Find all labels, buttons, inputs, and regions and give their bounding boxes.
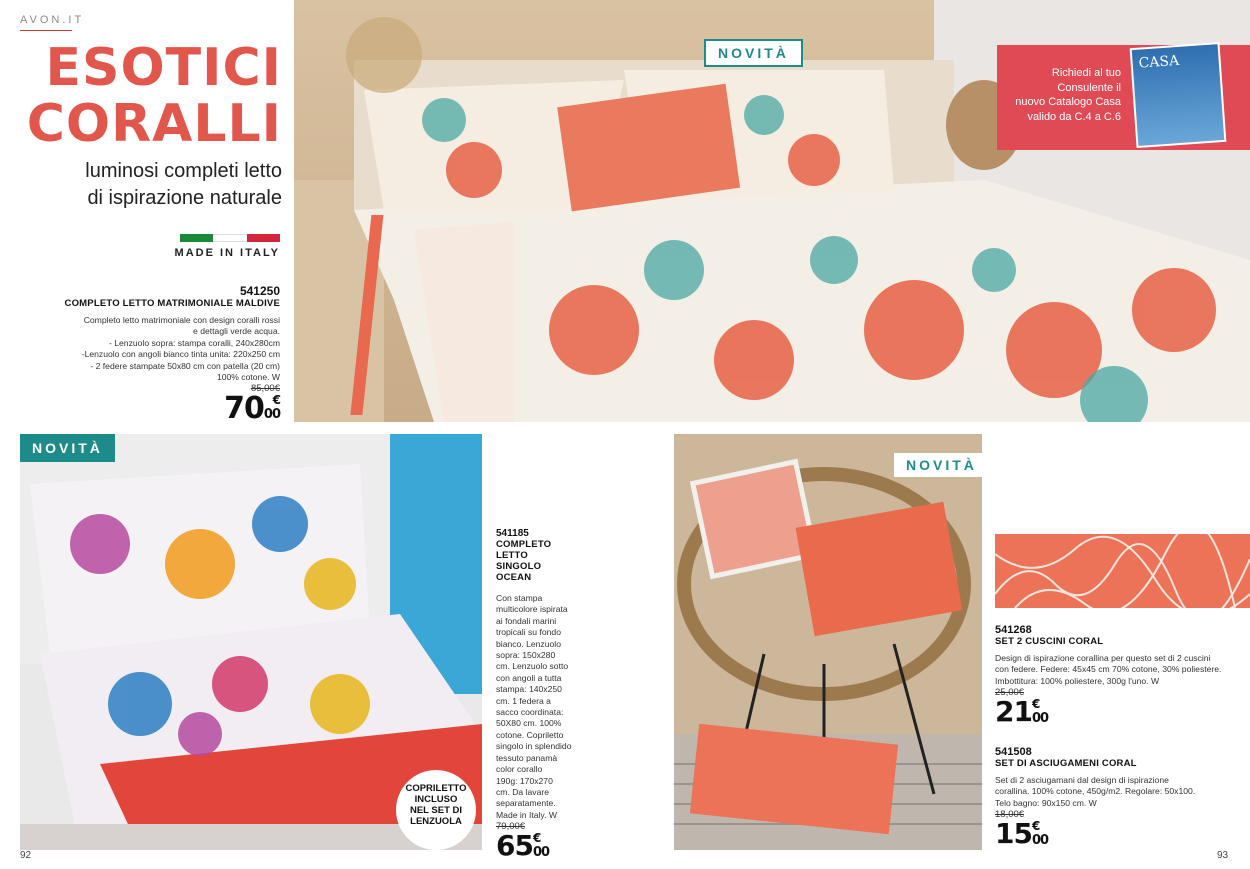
old-price: 85,00€ xyxy=(250,383,280,395)
currency-symbol: € xyxy=(272,393,280,408)
desc-line: sopra: 150x280 xyxy=(496,650,556,661)
desc-line: Con stampa xyxy=(496,593,543,603)
desc-line: Telo bagno: 90x150 cm. W xyxy=(995,797,1097,808)
product-description xyxy=(496,593,596,821)
promo-line: valido da C.4 a C.6 xyxy=(1027,110,1121,123)
title-line-2: CORALLI xyxy=(26,94,282,154)
product-towels xyxy=(995,746,1245,851)
desc-line: cm. Da lavare xyxy=(496,786,550,797)
price-decimal: 00 xyxy=(1031,711,1049,727)
desc-line: bianco. Lenzuolo xyxy=(496,638,561,649)
price-integer: 70 xyxy=(224,391,264,427)
made-in-italy-label: MADE IN ITALY xyxy=(174,247,280,259)
desc-line: Completo letto matrimoniale con design coralli rossi xyxy=(83,315,280,325)
page-title xyxy=(10,40,282,152)
desc-line: con angoli a tutta xyxy=(496,672,562,683)
product-description xyxy=(995,775,1245,809)
chair-cushion-illustration xyxy=(674,434,982,850)
badge-line: LENZUOLA xyxy=(410,816,462,827)
product-name xyxy=(496,539,596,583)
promo-line: Consulente il xyxy=(1057,81,1121,94)
desc-line: - Lenzuolo sopra: stampa coralli, 240x280cm xyxy=(108,337,280,348)
desc-line: color corallo xyxy=(496,764,543,775)
name-line: SINGOLO xyxy=(496,561,542,572)
desc-line: 50X80 cm. 100% xyxy=(496,718,562,729)
name-line: LETTO xyxy=(496,550,528,561)
page-subtitle xyxy=(10,158,282,212)
currency-symbol: € xyxy=(1031,697,1040,712)
old-price: 18,00€ xyxy=(995,809,1025,821)
product-name: SET 2 CUSCINI CORAL xyxy=(995,636,1104,647)
product-description xyxy=(60,315,280,383)
coral-fabric-swatch xyxy=(995,534,1250,608)
price-integer: 21 xyxy=(995,695,1032,729)
price-integer: 65 xyxy=(496,829,533,863)
subtitle-line-2: di ispirazione naturale xyxy=(87,187,282,209)
product-code: 541508 xyxy=(995,746,1032,758)
desc-line: multicolore ispirata xyxy=(496,604,568,615)
catalog-cover xyxy=(1130,42,1227,148)
old-price: 79,00€ xyxy=(496,821,526,833)
price xyxy=(60,391,280,427)
price-decimal: 00 xyxy=(1031,833,1049,849)
product-description xyxy=(995,653,1245,687)
promo-line: nuovo Catalogo Casa xyxy=(1015,96,1121,108)
price-decimal: 00 xyxy=(532,845,550,861)
desc-line: tropicali su fondo xyxy=(496,627,561,638)
site-name: AVON.IT xyxy=(20,14,85,26)
coral-pattern xyxy=(995,534,1250,608)
promo-line: Richiedi al tuo xyxy=(1051,67,1121,79)
desc-line: -Lenzuolo con angoli bianco tinta unita: 220x250 cm xyxy=(81,349,280,360)
divider xyxy=(20,30,72,31)
price-integer: 15 xyxy=(995,817,1032,851)
currency-symbol: € xyxy=(1031,819,1040,834)
price xyxy=(995,695,1245,729)
promo-text xyxy=(1003,66,1121,124)
product-cushions xyxy=(995,624,1245,729)
italy-flag-icon xyxy=(180,234,280,242)
page-number-right: 93 xyxy=(1217,850,1229,861)
product-name: COMPLETO LETTO MATRIMONIALE MALDIVE xyxy=(64,298,280,309)
new-badge: NOVITÀ xyxy=(894,453,989,477)
desc-line: separatamente. xyxy=(496,798,556,809)
desc-line: - 2 federe stampate 50x80 cm con patella (20 cm) xyxy=(90,360,280,371)
product-ocean xyxy=(496,528,596,863)
new-badge: NOVITÀ xyxy=(704,39,803,67)
product-code: 541185 xyxy=(496,528,529,539)
desc-line: cm. Lenzuolo sotto xyxy=(496,661,569,672)
desc-line: Set di 2 asciugamani dal design di ispirazione xyxy=(995,775,1169,785)
old-price: 25,00€ xyxy=(995,687,1025,699)
desc-line: ai fondali marini xyxy=(496,615,557,626)
desc-line: 190g: 170x270 xyxy=(496,775,553,786)
badge-line: NEL SET DI xyxy=(409,805,463,816)
price xyxy=(496,829,596,863)
desc-line: corallina. 100% cotone, 450g/m2. Regolare: 50x100. xyxy=(995,786,1196,797)
name-line: OCEAN xyxy=(496,572,532,583)
subtitle-line-1: luminosi completi letto xyxy=(85,160,282,182)
product-code: 541268 xyxy=(995,624,1032,636)
desc-line: tessuto panamà xyxy=(496,752,558,763)
desc-line: e dettagli verde acqua. xyxy=(193,326,280,337)
new-badge: NOVITÀ xyxy=(20,434,115,462)
product-name: SET DI ASCIUGAMENI CORAL xyxy=(995,758,1137,769)
desc-line: sacco coordinata: xyxy=(496,707,564,718)
price-decimal: 00 xyxy=(263,407,280,423)
desc-line: 100% cotone. W xyxy=(216,372,280,383)
badge-line: COPRILETTO xyxy=(405,783,467,794)
currency-symbol: € xyxy=(532,831,541,846)
desc-line: Made in Italy. W xyxy=(496,809,557,820)
desc-line: singolo in splendido xyxy=(496,741,572,752)
desc-line: Imbottitura: 100% poliestere, 300g l'uno. W xyxy=(995,675,1160,686)
desc-line: cm. 1 federa a xyxy=(496,695,551,706)
catalog-title: CASA xyxy=(1138,52,1180,72)
bedspread-included-badge xyxy=(396,770,476,850)
desc-line: Design di ispirazione corallina per questo set di 2 cuscini xyxy=(995,653,1211,663)
desc-line: stampa: 140x250 xyxy=(496,684,562,695)
title-line-1: ESOTICI xyxy=(45,38,282,98)
product-maldive xyxy=(60,284,280,427)
desc-line: cotone. Copriletto xyxy=(496,729,564,740)
badge-line: INCLUSO xyxy=(414,794,458,805)
product-code: 541250 xyxy=(239,284,280,298)
page-number-left: 92 xyxy=(20,850,32,861)
name-line: COMPLETO xyxy=(496,539,552,550)
desc-line: con federe. Federe: 45x45 cm 70% cotone, 30% poliestere. xyxy=(995,664,1222,675)
price xyxy=(995,817,1245,851)
chair-photo xyxy=(674,434,982,850)
